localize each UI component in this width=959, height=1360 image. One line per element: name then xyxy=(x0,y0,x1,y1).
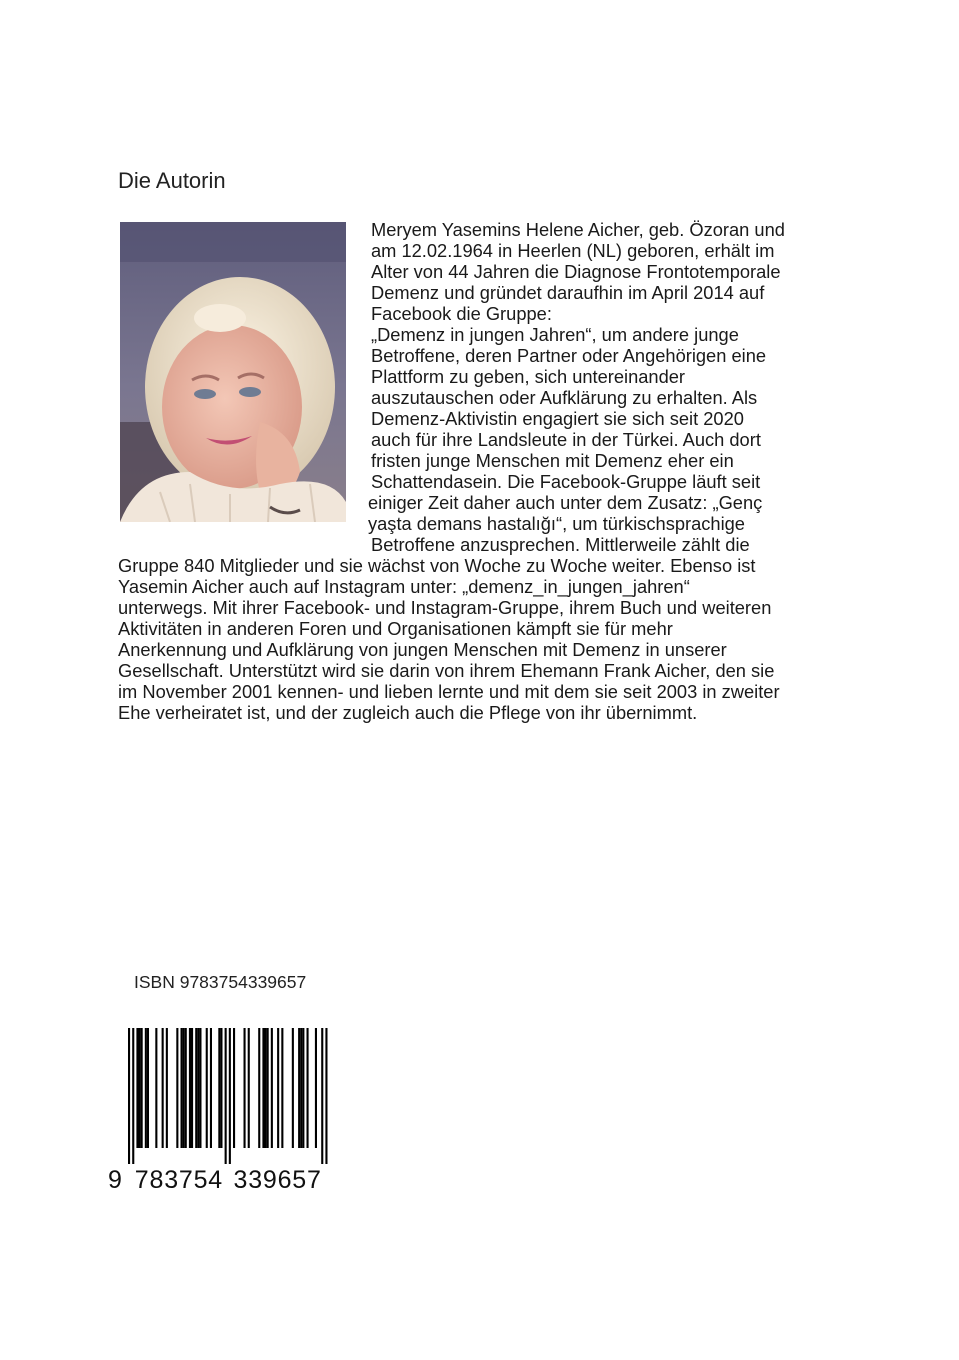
barcode-digits xyxy=(108,1166,328,1196)
bio-line: „Demenz in jungen Jahren“, um andere junge xyxy=(371,324,739,345)
barcode-bar xyxy=(248,1028,250,1148)
barcode-bar xyxy=(155,1028,157,1148)
barcode-bar xyxy=(233,1028,235,1148)
bio-line: Schattendasein. Die Facebook-Gruppe läuft seit xyxy=(371,471,761,492)
barcode-bar xyxy=(325,1028,327,1164)
bio-line: unterwegs. Mit ihrer Facebook- und Instagram-Gruppe, ihrem Buch und weiteren xyxy=(118,597,772,618)
barcode-digit: 4 xyxy=(208,1166,223,1194)
barcode-bar xyxy=(220,1028,222,1148)
barcode-bar xyxy=(136,1028,138,1148)
barcode-bar xyxy=(210,1028,212,1148)
bio-line: einiger Zeit daher auch unter dem Zusatz: „Genç xyxy=(368,492,763,513)
bio-line: Gruppe 840 Mitglieder und sie wächst von Woche zu Woche weiter. Ebenso ist xyxy=(118,555,756,576)
barcode-bar xyxy=(185,1028,187,1148)
barcode-digit: 7 xyxy=(178,1166,193,1194)
barcode-digit: 3 xyxy=(233,1166,248,1194)
barcode-digit: 7 xyxy=(134,1166,149,1194)
barcode-bar xyxy=(206,1028,208,1148)
barcode-bar xyxy=(145,1028,147,1148)
bio-line: Betroffene anzusprechen. Mittlerweile zählt die xyxy=(371,534,750,555)
barcode-bar xyxy=(197,1028,199,1148)
barcode-bar xyxy=(244,1028,246,1148)
barcode-bar xyxy=(176,1028,178,1148)
bio-line: Meryem Yasemins Helene Aicher, geb. Özoran und xyxy=(371,219,785,240)
barcode-bar xyxy=(147,1028,149,1148)
barcode-bar xyxy=(321,1028,323,1164)
barcode-bar xyxy=(262,1028,264,1148)
barcode-bar xyxy=(195,1028,197,1148)
section-heading: Die Autorin xyxy=(118,168,226,193)
barcode-bar xyxy=(302,1028,304,1148)
barcode-bar xyxy=(265,1028,267,1148)
barcode-bar xyxy=(307,1028,309,1148)
bio-line: Yasemin Aicher auch auf Instagram unter: „demenz_in_jungen_jahren“ xyxy=(118,576,690,597)
barcode-digit: 9 xyxy=(262,1166,277,1194)
barcode-bar xyxy=(181,1028,183,1148)
barcode-bar xyxy=(258,1028,260,1148)
bio-line: am 12.02.1964 in Heerlen (NL) geboren, erhält im xyxy=(371,240,775,261)
barcode-bar xyxy=(199,1028,201,1148)
barcode-digit: 5 xyxy=(292,1166,307,1194)
bio-line: Demenz und gründet daraufhin im April 2014 auf xyxy=(371,282,765,303)
barcode-bar xyxy=(183,1028,185,1148)
barcode-bar xyxy=(166,1028,168,1148)
barcode-bar xyxy=(315,1028,317,1148)
barcode-bar xyxy=(277,1028,279,1148)
bio-line: Alter von 44 Jahren die Diagnose Frontotemporale xyxy=(371,261,781,282)
bio-line: Demenz-Aktivistin engagiert sie sich seit 2020 xyxy=(371,408,744,429)
barcode-digit: 8 xyxy=(149,1166,164,1194)
bio-line: fristen junge Menschen mit Demenz eher ein xyxy=(371,450,734,471)
bio-line: Aktivitäten in anderen Foren und Organisationen kämpft sie für mehr xyxy=(118,618,673,639)
bio-line: Betroffene, deren Partner oder Angehörigen eine xyxy=(371,345,767,366)
isbn-label: ISBN 9783754339657 xyxy=(134,972,307,992)
barcode-digit: 3 xyxy=(248,1166,263,1194)
bio-line: Ehe verheiratet ist, und der zugleich auch die Pflege von ihr übernimmt. xyxy=(118,702,698,723)
barcode-bar xyxy=(189,1028,191,1148)
barcode-bar xyxy=(292,1028,294,1148)
bio-line: Facebook die Gruppe: xyxy=(371,303,552,324)
bio-line: yaşta demans hastalığı“, um türkischsprachige xyxy=(368,513,745,534)
author-portrait-image xyxy=(120,222,346,522)
bio-line: Anerkennung und Aufklärung von jungen Menschen mit Demenz in unserer xyxy=(118,639,727,660)
barcode-bar xyxy=(218,1028,220,1148)
barcode-digit: 3 xyxy=(164,1166,179,1194)
barcode-bar xyxy=(281,1028,283,1148)
barcode-digit: 9 xyxy=(108,1166,122,1194)
barcode-digit: 5 xyxy=(193,1166,208,1194)
barcode-bar xyxy=(128,1028,130,1164)
barcode-bar xyxy=(141,1028,143,1148)
bio-line: auch für ihre Landsleute in der Türkei. Auch dort xyxy=(371,429,761,450)
bio-line: im November 2001 kennen- und lieben lernte und mit dem sie seit 2003 in zweiter xyxy=(118,681,780,702)
barcode-bar xyxy=(298,1028,300,1148)
barcode-bar xyxy=(267,1028,269,1148)
barcode-bar xyxy=(162,1028,164,1148)
bio-line: Gesellschaft. Unterstützt wird sie darin von ihrem Ehemann Frank Aicher, den sie xyxy=(118,660,775,681)
isbn-barcode xyxy=(108,1028,328,1164)
barcode-digit: 6 xyxy=(277,1166,292,1194)
barcode-bar xyxy=(271,1028,273,1148)
barcode-bar xyxy=(229,1028,231,1164)
bio-line: Plattform zu geben, sich untereinander xyxy=(371,366,686,387)
barcode-bar xyxy=(132,1028,134,1164)
barcode-bar xyxy=(225,1028,227,1164)
barcode-digit: 7 xyxy=(307,1166,321,1194)
barcode-bar xyxy=(139,1028,141,1148)
barcode-bar xyxy=(300,1028,302,1148)
bio-line: auszutauschen oder Aufklärung zu erhalten. Als xyxy=(371,387,758,408)
author-photo xyxy=(120,222,346,522)
barcode-bar xyxy=(191,1028,193,1148)
